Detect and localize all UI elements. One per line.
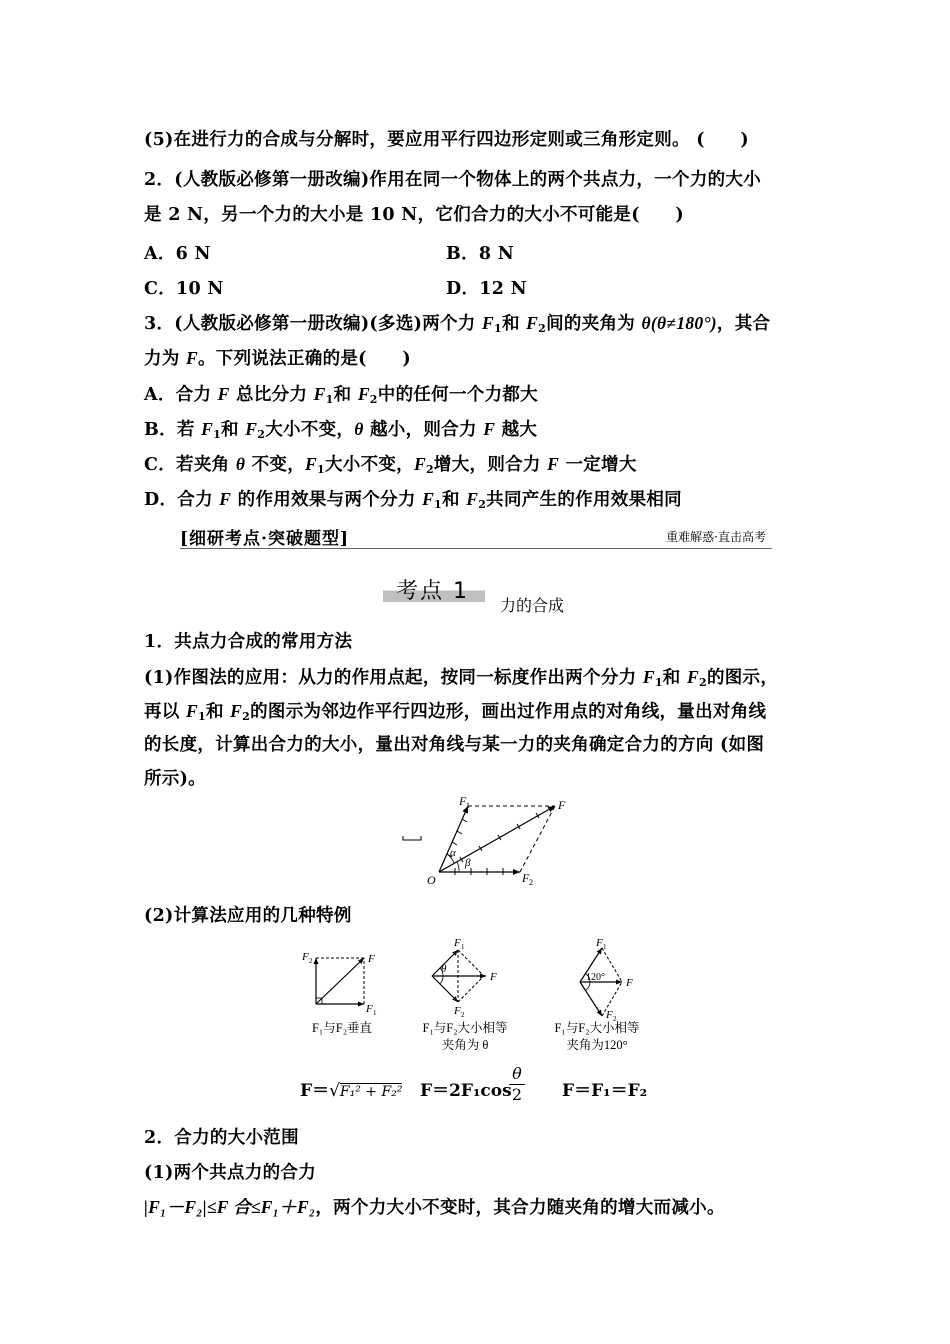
formula-theta-fraction: θ 2 (509, 1064, 525, 1105)
section2-inequality: |F₁－F₂|≤F 合≤F₁＋F₂，两个力大小不变时，其合力随夹角的增大而减小。 (144, 1197, 725, 1218)
section1-para-line3: 的长度，计算出合力的大小，量出对角线与某一力的夹角确定合力的方向 (如图 (144, 735, 765, 755)
q2-option-d: D．12 N (446, 279, 527, 299)
q3-option-d: D．合力 F 的作用效果与两个分力 $F_1$和 $F_2$共同产生的作用效果相同 (144, 489, 682, 511)
svg-text:2: 2 (613, 1015, 617, 1022)
banner-title: [细研考点·突破题型] (180, 529, 350, 549)
q3-stem-line2: 力为 F。下列说法正确的是( ) (144, 348, 411, 369)
svg-text:F: F (606, 1009, 613, 1021)
scale-bracket (403, 836, 421, 840)
parallelogram-figure (395, 796, 585, 892)
svg-text:F: F (302, 951, 309, 963)
section1-para-line4: 所示)。 (144, 769, 206, 789)
formula-perpendicular: F＝√F₁² + F₂² (300, 1081, 403, 1101)
svg-text:2: 2 (461, 1011, 465, 1018)
calc-heading: (2)计算法应用的几种特例 (144, 906, 352, 926)
svg-text:1: 1 (466, 801, 470, 810)
section2-sub: (1)两个共点力的合力 (144, 1163, 317, 1183)
svg-text:θ: θ (441, 963, 447, 975)
caption-120: F₁与F₂大小相等 夹角为120° (554, 1021, 640, 1052)
svg-text:1: 1 (373, 1009, 377, 1017)
fig1-label-f1: F (459, 796, 467, 808)
q3-option-a: A．合力 F 总比分力 $F_1$和 $F_2$中的任何一个力都大 (144, 384, 538, 406)
item-5: (5)在进行力的合成与分解时，要应用平行四边形定则或三角形定则。 ( ) (144, 130, 749, 150)
formula-theta: F＝2F₁cos (420, 1081, 512, 1101)
svg-text:120°: 120° (586, 972, 605, 983)
svg-text:2: 2 (309, 957, 313, 965)
fig1-label-f2: F (522, 871, 530, 885)
section-banner (180, 524, 772, 549)
svg-text:F: F (454, 1005, 461, 1017)
q2-option-a: A．6 N (144, 244, 211, 264)
kaodian-label: 考点 1 (396, 579, 469, 604)
q3-option-c: C．若夹角 θ 不变，$F_1$大小不变，$F_2$增大，则合力 F 一定增大 (144, 454, 637, 476)
q2-stem-line2: 是 2 N，另一个力的大小是 10 N，它们合力的大小不可能是( ) (144, 205, 684, 225)
fig1-alpha: α (450, 847, 456, 859)
svg-text:F: F (626, 977, 633, 989)
q2-option-c: C．10 N (144, 279, 224, 299)
q2-stem-line1: 2．(人教版必修第一册改编)作用在同一个物体上的两个共点力，一个力的大小 (144, 170, 762, 190)
special-case-theta-figure (420, 934, 510, 1018)
banner-subtitle: 重难解惑·直击高考 (666, 530, 766, 544)
q3-stem-line1: 3．(人教版必修第一册改编)(多选)两个力 $F_1$和 $F_2$间的夹角为 θ(θ≠180°)，其合 (144, 313, 771, 335)
formula-120: F＝F₁＝F₂ (562, 1081, 648, 1101)
section1-para-line1: (1)作图法的应用：从力的作用点起，按同一标度作出两个分力 $F_1$和 $F_2$的图示， (144, 667, 779, 689)
section2-heading: 2．合力的大小范围 (144, 1128, 299, 1148)
svg-text:1: 1 (461, 943, 465, 951)
q2-option-b: B．8 N (446, 244, 515, 264)
svg-text:F: F (368, 953, 375, 965)
fig1-label-o: O (427, 873, 436, 887)
svg-text:F: F (454, 937, 461, 949)
q3-option-b: B．若 $F_1$和 $F_2$大小不变，θ 越小，则合力 F 越大 (144, 419, 538, 441)
caption-perpendicular: F₁与F₂垂直 (311, 1021, 373, 1035)
svg-text:1: 1 (603, 943, 607, 951)
section1-heading: 1．共点力合成的常用方法 (144, 632, 353, 652)
fig1-label-f: F (558, 798, 566, 812)
svg-text:F: F (366, 1003, 373, 1015)
kaodian-title: 力的合成 (500, 596, 565, 615)
svg-text:F: F (490, 971, 497, 983)
special-case-perpendicular-figure (300, 942, 390, 1018)
section1-para-line2: 再以 $F_1$和 $F_2$的图示为邻边作平行四边形，画出过作用点的对角线，量出对角线 (144, 701, 767, 723)
special-case-120-figure (566, 936, 656, 1022)
fig1-beta: β (465, 857, 471, 869)
svg-text:2: 2 (529, 878, 533, 887)
svg-text:F: F (596, 937, 603, 949)
caption-theta: F₁与F₂大小相等 夹角为 θ (422, 1021, 508, 1052)
